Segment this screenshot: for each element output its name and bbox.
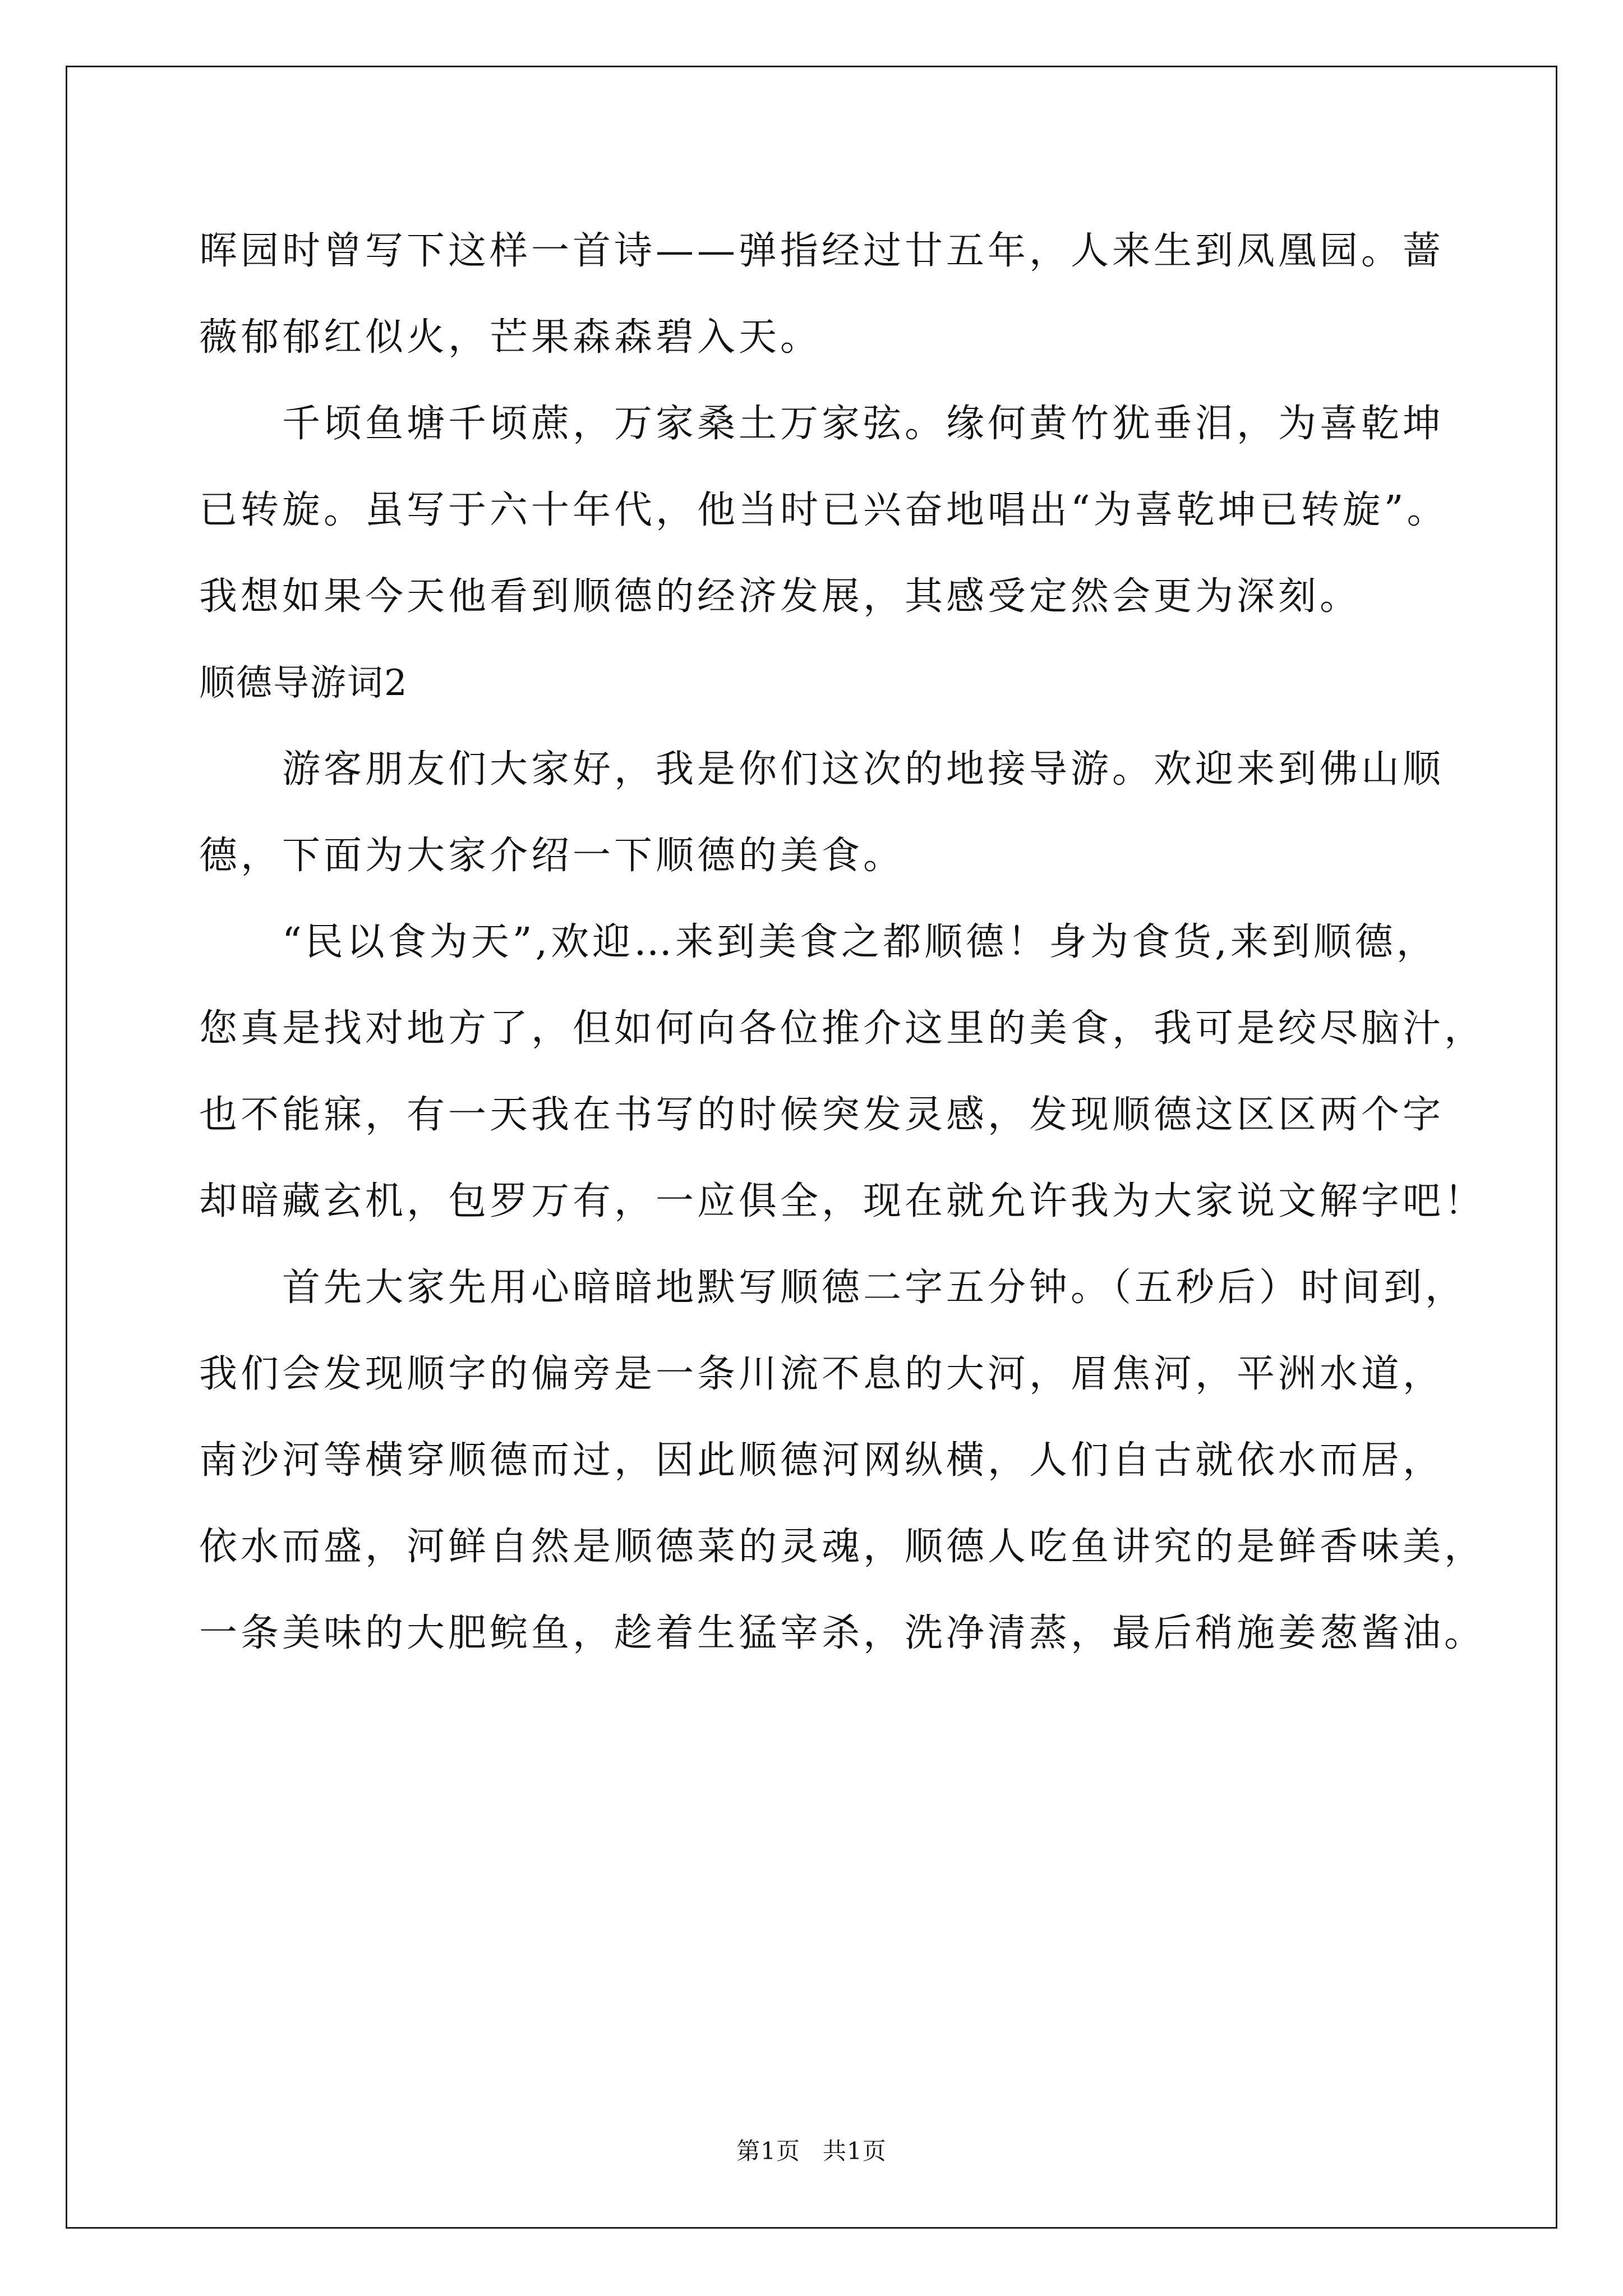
paragraph-line: 您真是找对地方了，但如何向各位推介这里的美食，我可是绞尽脑汁， (199, 1006, 1486, 1051)
paragraph-line: 却暗藏玄机，包罗万有，一应俱全，现在就允许我为大家说文解字吧！ (199, 1179, 1486, 1223)
paragraph-line: 已转旋。虽写于六十年代，他当时已兴奋地唱出“为喜乾坤已转旋”。 (199, 488, 1449, 532)
page-total: 共1页 (823, 2137, 887, 2165)
paragraph-line: 一条美味的大肥鲩鱼，趁着生猛宰杀，洗净清蒸，最后稍施姜葱酱油。 (199, 1611, 1486, 1655)
section-heading: 顺德导游词2 (199, 662, 408, 704)
paragraph-line: 薇郁郁红似火，芒果森森碧入天。 (199, 315, 822, 360)
paragraph-line: 我想如果今天他看到顺德的经济发展，其感受定然会更为深刻。 (199, 574, 1362, 619)
document-body (199, 208, 1486, 1677)
paragraph-line: 晖园时曾写下这样一首诗——弹指经过廿五年，人来生到凤凰园。蔷 (199, 229, 1445, 273)
page-number: 第1页 (736, 2137, 800, 2165)
paragraph-line: 我们会发现顺字的偏旁是一条川流不息的大河，眉焦河，平洲水道， (199, 1352, 1445, 1396)
paragraph-line: 游客朋友们大家好，我是你们这次的地接导游。欢迎来到佛山顺 (282, 747, 1445, 792)
page-footer (0, 2133, 1623, 2166)
paragraph-line: 千顷鱼塘千顷蔗，万家桑土万家弦。缘何黄竹犹垂泪，为喜乾坤 (282, 402, 1445, 446)
paragraph-line: 南沙河等横穿顺德而过，因此顺德河网纵横，人们自古就依水而居， (199, 1438, 1445, 1483)
paragraph-line: 德，下面为大家介绍一下顺德的美食。 (199, 834, 905, 878)
paragraph-line: 首先大家先用心暗暗地默写顺德二字五分钟。（五秒后）时间到， (282, 1266, 1467, 1310)
paragraph-line: 依水而盛，河鲜自然是顺德菜的灵魂，顺德人吃鱼讲究的是鲜香味美， (199, 1525, 1486, 1569)
paragraph-line: “民以食为天”,欢迎…来到美食之都顺德！身为食货,来到顺德， (282, 920, 1438, 964)
paragraph-line: 也不能寐，有一天我在书写的时候突发灵感，发现顺德这区区两个字 (199, 1093, 1445, 1137)
